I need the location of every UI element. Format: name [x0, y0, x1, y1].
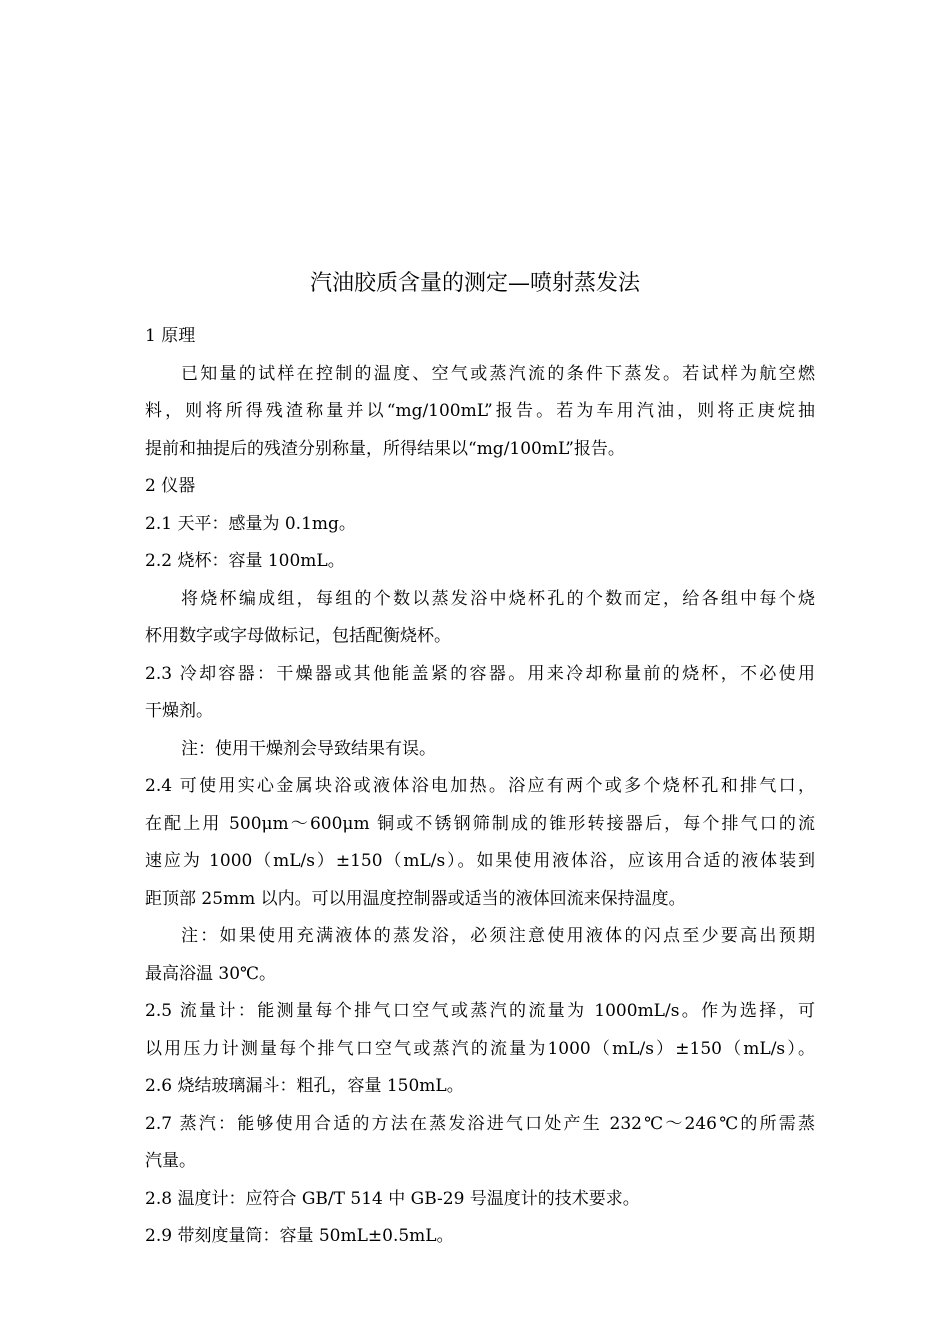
note-line: 最高浴温 30℃。: [145, 963, 277, 984]
paragraph-line: 以用压力计测量每个排气口空气或蒸汽的流量为1000（mL/s）±150（mL/s）。: [145, 1038, 815, 1059]
paragraph-line: 已知量的试样在控制的温度、空气或蒸汽流的条件下蒸发。若试样为航空燃: [181, 363, 815, 384]
section-heading-principle: 1 原理: [145, 326, 196, 346]
paragraph-line: 杯用数字或字母做标记，包括配衡烧杯。: [145, 626, 451, 646]
document-body: [145, 318, 815, 1256]
paragraph-line: 距顶部 25mm 以内。可以用温度控制器或适当的液体回流来保持温度。: [145, 888, 686, 909]
clause-2-2: 2.2 烧杯：容量 100mL。: [145, 551, 345, 571]
clause-2-5: 2.5 流量计：能测量每个排气口空气或蒸汽的流量为 1000mL/s。作为选择，可: [145, 1001, 815, 1021]
paragraph-line: 在配上用 500μm～600μm 铜或不锈钢筛制成的锥形转接器后，每个排气口的流: [145, 813, 815, 834]
document-title: 汽油胶质含量的测定—喷射蒸发法: [309, 271, 640, 296]
paragraph-line: 干燥剂。: [145, 701, 213, 721]
clause-2-6: 2.6 烧结玻璃漏斗：粗孔，容量 150mL。: [145, 1076, 464, 1096]
clause-2-8: 2.8 温度计：应符合 GB/T 514 中 GB-29 号温度计的技术要求。: [145, 1188, 640, 1209]
clause-2-3: 2.3 冷却容器：干燥器或其他能盖紧的容器。用来冷却称量前的烧杯，不必使用: [145, 663, 815, 684]
clause-2-9: 2.9 带刻度量筒：容量 50mL±0.5mL。: [145, 1226, 454, 1246]
paragraph-line: 提前和抽提后的残渣分别称量，所得结果以“mg/100mL”报告。: [145, 438, 625, 459]
paragraph-line: 将烧杯编成组，每组的个数以蒸发浴中烧杯孔的个数而定，给各组中每个烧: [181, 588, 815, 609]
paragraph-line: 汽量。: [145, 1151, 196, 1171]
note-line: 注：使用干燥剂会导致结果有误。: [181, 738, 436, 759]
note-line: 注：如果使用充满液体的蒸发浴，必须注意使用液体的闪点至少要高出预期: [181, 926, 815, 946]
clause-2-4: 2.4 可使用实心金属块浴或液体浴电加热。浴应有两个或多个烧杯孔和排气口，: [145, 776, 815, 796]
clause-2-1: 2.1 天平：感量为 0.1mg。: [145, 513, 356, 534]
section-heading-apparatus: 2 仪器: [145, 476, 196, 496]
paragraph-line: 料，则将所得残渣称量并以“mg/100mL”报告。若为车用汽油，则将正庚烷抽: [145, 401, 815, 421]
clause-2-7: 2.7 蒸汽：能够使用合适的方法在蒸发浴进气口处产生 232℃～246℃的所需蒸: [145, 1113, 815, 1134]
paragraph-line: 速应为 1000（mL/s）±150（mL/s）。如果使用液体浴，应该用合适的液体装到: [145, 851, 815, 871]
